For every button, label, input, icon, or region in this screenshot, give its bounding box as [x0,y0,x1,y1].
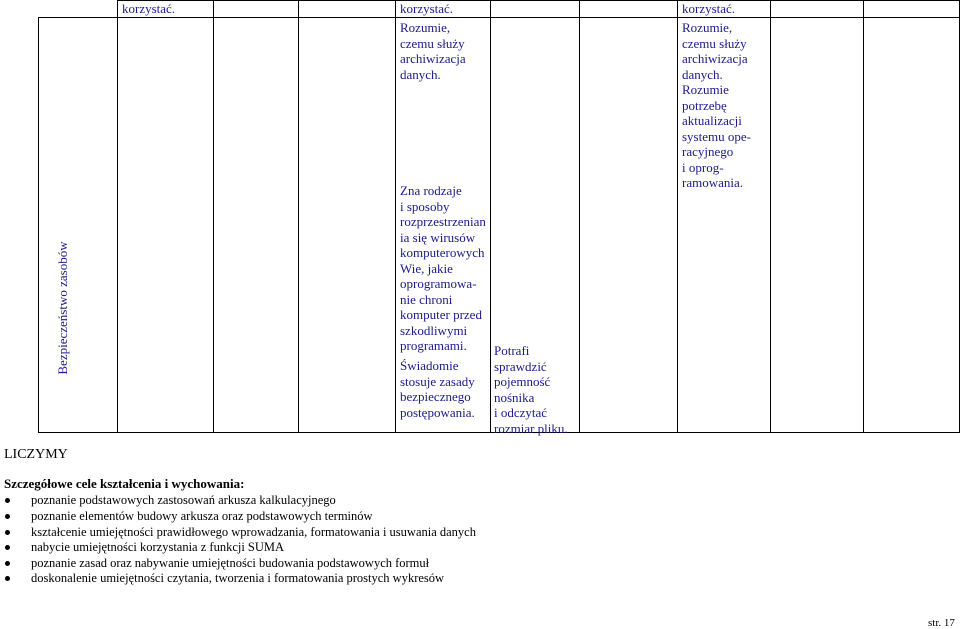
top-cell-2: korzystać. [400,1,454,16]
table-border-left [38,17,39,433]
list-item: poznanie zasad oraz nabywanie umiejętności budowania podstawowych formuł [31,556,429,571]
bullet-icon [5,514,10,519]
list-item: poznanie elementów budowy arkusza oraz podstawowych terminów [31,509,373,524]
cell-wirusy: Zna rodzaje i sposoby rozprzestrzenian ia się wirusów komputerowych Wie, jakie oprogramowa- nie chroni komputer przed szkodliwymi programami. [400,183,486,353]
list-item: poznanie podstawowych zastosowań arkusza kalkulacyjnego [31,493,336,508]
table-col-divider-3 [298,0,299,433]
cell-aktualizacja: Rozumie, czemu służy archiwizacja danych. Rozumie potrzebę aktualizacji systemu ope- racyjnego i oprog- ramowania. [682,20,751,190]
page-number: str. 17 [928,617,955,629]
table-row-divider [38,17,960,18]
cell-archiwizacja: Rozumie, czemu służy archiwizacja danych. [400,20,466,82]
row-label: Bezpieczeństwo zasobów [55,241,70,375]
section-title: LICZYMY [4,447,68,462]
list-item: nabycie umiejętności korzystania z funkcji SUMA [31,540,284,555]
top-cell-1: korzystać. [122,1,176,16]
bullet-icon [5,561,10,566]
bullet-icon [5,530,10,535]
table-col-divider-9 [863,0,864,433]
table-border-top [117,0,960,1]
table-col-divider-5 [490,0,491,433]
table-col-divider-1 [117,0,118,433]
table-col-divider-6 [579,0,580,433]
bullet-icon [5,576,10,581]
list-item: doskonalenie umiejętności czytania, tworzenia i formatowania prostych wykresów [31,571,444,586]
table-col-divider-2 [213,0,214,433]
bullet-icon [5,545,10,550]
goals-heading: Szczegółowe cele kształcenia i wychowania: [4,476,245,491]
table-col-divider-8 [770,0,771,433]
bullet-icon [5,498,10,503]
table-col-divider-4 [395,0,396,433]
cell-nosnik: Potrafi sprawdzić pojemność nośnika i odczytać rozmiar pliku. [494,343,568,436]
cell-bezpieczenstwo: Świadomie stosuje zasady bezpiecznego postępowania. [400,358,475,420]
table-col-divider-7 [677,0,678,433]
list-item: kształcenie umiejętności prawidłowego wprowadzania, formatowania i usuwania danych [31,525,476,540]
top-cell-3: korzystać. [682,1,736,16]
